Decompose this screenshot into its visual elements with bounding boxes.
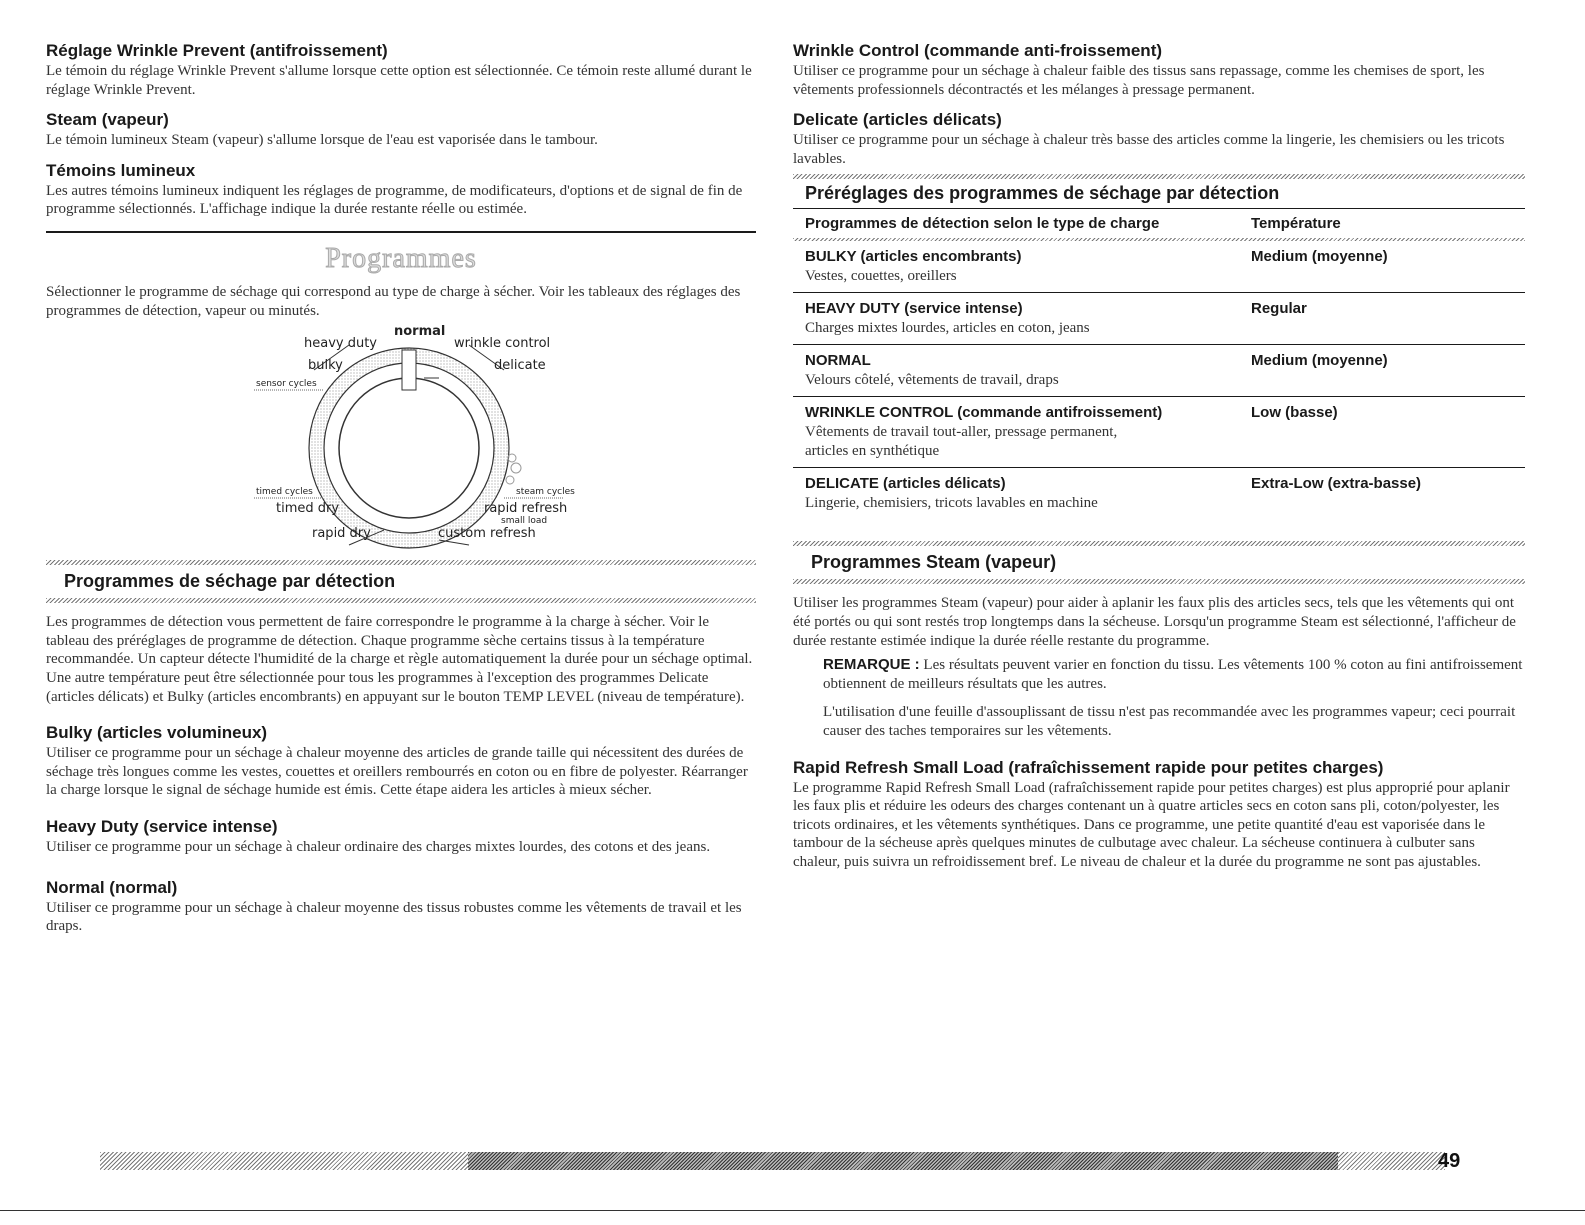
steam-heading: Steam (vapeur) xyxy=(46,110,169,130)
normal-heading: Normal (normal) xyxy=(46,877,178,897)
delicate-heading: Delicate (articles délicats) xyxy=(793,110,1002,130)
cycle-dial-diagram xyxy=(254,324,575,560)
dial-bulky-label: bulky xyxy=(308,358,343,374)
detection-text: Les programmes de détection vous permettent de faire correspondre le programme à la charge à sécher. Voir le tableau des préréglages de programme de détection. Chaque programme sèche certains tissus à la température recommandée. Un capteur détecte l'humidité de la charge et règle automatiquement la durée pour un séchage optimal. Une autre température peut être sélectionnée pour tous les programmes à l'exception des programmes Delicate (articles délicats) et Bulky (articles encombrants) en appuyant sur le bouton TEMP LEVEL (niveau de température). xyxy=(46,614,753,705)
wrinkle-control-heading: Wrinkle Control (commande anti-froissement) xyxy=(793,41,1163,60)
table-col-temperature: Température xyxy=(1251,215,1341,233)
page-bottom-rule xyxy=(0,1210,1585,1211)
wrinkle-prevent-text: Le témoin du réglage Wrinkle Prevent s'allume lorsque cette option est sélectionnée. Ce témoin reste allumé durant le réglage Wrinkle Prevent. xyxy=(46,63,752,98)
left-column xyxy=(46,40,756,936)
dial-timed-cycles-label: timed cycles xyxy=(256,487,313,498)
dial-small-load-label: small load xyxy=(501,516,548,527)
table-row xyxy=(793,293,1525,344)
wrinkle-prevent-heading: Réglage Wrinkle Prevent (antifroissement) xyxy=(46,41,388,60)
dial-delicate-label: delicate xyxy=(494,358,546,374)
detection-heading: Programmes de séchage par détection xyxy=(64,571,396,592)
row-program-name: DELICATE (articles délicats) xyxy=(805,475,1006,493)
wrinkle-control-text: Utiliser ce programme pour un séchage à chaleur faible des tissus sans repassage, comme les chemises de sport, les vêtements professionnels décontractés et les mélanges à pressage permanent. xyxy=(793,63,1485,98)
temoins-text: Les autres témoins lumineux indiquent les réglages de programme, de modificateurs, d'options et de signal de fin de programme sélectionnés. L'affichage indique la durée restante réelle ou estimée. xyxy=(46,182,743,218)
dial-rapid-dry-label: rapid dry xyxy=(312,526,371,542)
bulky-heading: Bulky (articles volumineux) xyxy=(46,723,268,743)
temoins-heading: Témoins lumineux xyxy=(46,160,196,180)
rapid-refresh-text: Le programme Rapid Refresh Small Load (rafraîchissement rapide pour petites charges) est plus approprié pour aplanir les faux plis et réduire les odeurs des charges contenant un à quatre articles secs en coton sans pli, coton/polyester, les tricots ordinaires, et les vêtements synthétiques. Dans ce programme, une petite quantité d'eau est vaporisée dans le tambour de la sécheuse après quelques minutes de culbutage avec chaleur. La sécheuse continuera à culbuter sans chaleur, puis suivra un refroidissement bref. Le niveau de chaleur et la durée du programme ne sont pas ajustables. xyxy=(793,779,1510,870)
hatch-divider xyxy=(793,174,1525,179)
table-title: Préréglages des programmes de séchage par détection xyxy=(805,183,1280,204)
row-temperature: Medium (moyenne) xyxy=(1251,248,1388,266)
dial-steam-cycles-label: steam cycles xyxy=(516,487,575,498)
page-number: 49 xyxy=(1438,1150,1461,1172)
softener-note: L'utilisation d'une feuille d'assouplissant de tissu n'est pas recommandée avec les programmes vapeur; ceci pourrait causer des taches temporaires sur les vêtements. xyxy=(823,704,1516,739)
heavy-duty-text: Utiliser ce programme pour un séchage à chaleur ordinaire des charges mixtes lourdes, des cotons et des jeans. xyxy=(46,838,711,855)
row-program-desc: Lingerie, chemisiers, tricots lavables en machine xyxy=(805,495,1098,512)
delicate-text: Utiliser ce programme pour un séchage à chaleur très basse des articles comme la lingerie, les chemisiers ou les tricots lavables. xyxy=(793,132,1505,167)
row-temperature: Regular xyxy=(1251,300,1307,318)
programmes-intro: Sélectionner le programme de séchage qui correspond au type de charge à sécher. Voir les tableaux des réglages des programmes de détection, vapeur ou minutés. xyxy=(46,283,741,319)
remark-text: Les résultats peuvent varier en fonction du tissu. Les vêtements 100 % coton au fini antifroissement obtiennent de meilleurs résultats que les autres. xyxy=(823,657,1523,692)
steam-programs-heading: Programmes Steam (vapeur) xyxy=(811,552,1057,573)
dial-timed-dry-label: timed dry xyxy=(276,501,340,517)
dial-wrinkle-control-label: wrinkle control xyxy=(454,336,551,352)
remark-label: REMARQUE : xyxy=(823,656,920,674)
dial-sensor-cycles-label: sensor cycles xyxy=(256,379,317,390)
rapid-refresh-heading: Rapid Refresh Small Load (rafraîchissement rapide pour petites charges) xyxy=(793,757,1384,777)
hatch-divider xyxy=(793,541,1525,546)
dial-normal-label: normal xyxy=(394,324,446,340)
hatch-divider xyxy=(46,560,756,565)
dial-heavy-duty-label: heavy duty xyxy=(304,336,378,352)
programmes-title: Programmes xyxy=(325,242,477,274)
normal-text: Utiliser ce programme pour un séchage à chaleur moyenne des tissus robustes comme les vêtements de travail et les draps. xyxy=(46,899,742,935)
table-row xyxy=(793,241,1525,292)
row-program-name: BULKY (articles encombrants) xyxy=(805,248,1022,266)
row-temperature: Low (basse) xyxy=(1251,404,1338,422)
sensor-presets-table xyxy=(793,174,1525,519)
row-program-name: HEAVY DUTY (service intense) xyxy=(805,300,1023,318)
footer-hatch-bar xyxy=(100,1152,1445,1170)
bulky-text: Utiliser ce programme pour un séchage à chaleur moyenne des articles de grande taille qui nécessitent des durées de séchage très longues comme les vestes, couettes et oreillers rembourrés en coton ou en fibre de polyester. Réarranger la charge lorsque le signal de séchage humide est émis. Cette étape aidera les articles à mieux sécher. xyxy=(46,745,748,799)
row-program-desc: Vestes, couettes, oreillers xyxy=(805,268,957,285)
table-header-row xyxy=(793,209,1525,238)
row-program-desc: Vêtements de travail tout-aller, pressage permanent, xyxy=(805,424,1118,441)
table-row xyxy=(793,345,1525,396)
right-column xyxy=(793,40,1525,872)
steam-text: Le témoin lumineux Steam (vapeur) s'allume lorsque de l'eau est vaporisée dans le tambour. xyxy=(46,132,598,149)
row-program-name: WRINKLE CONTROL (commande antifroissement) xyxy=(805,404,1163,422)
row-temperature: Medium (moyenne) xyxy=(1251,352,1388,370)
table-row xyxy=(793,468,1525,519)
row-program-desc: Velours côtelé, vêtements de travail, draps xyxy=(805,372,1059,389)
dial-rapid-refresh-label: rapid refresh xyxy=(484,501,568,517)
table-row xyxy=(793,397,1525,467)
remark-paragraph xyxy=(823,656,1525,693)
heavy-duty-heading: Heavy Duty (service intense) xyxy=(46,816,278,836)
row-program-name: NORMAL xyxy=(805,352,871,370)
row-program-desc: Charges mixtes lourdes, articles en coton, jeans xyxy=(805,320,1090,337)
table-col-program: Programmes de détection selon le type de charge xyxy=(805,215,1160,233)
row-program-desc-2: articles en synthétique xyxy=(805,443,940,460)
dial-custom-refresh-label: custom refresh xyxy=(438,526,536,542)
section-divider xyxy=(46,231,756,233)
steam-programs-text: Utiliser les programmes Steam (vapeur) pour aider à aplanir les faux plis des articles secs, tels que les vêtements qui ont été portés ou qui sont restés trop longtemps dans la sécheuse. Lorsqu'un programme Steam est sélectionné, l'afficheur de durée restante estimée indique la durée réelle restante du programme. xyxy=(793,595,1516,649)
row-temperature: Extra-Low (extra-basse) xyxy=(1251,475,1422,493)
